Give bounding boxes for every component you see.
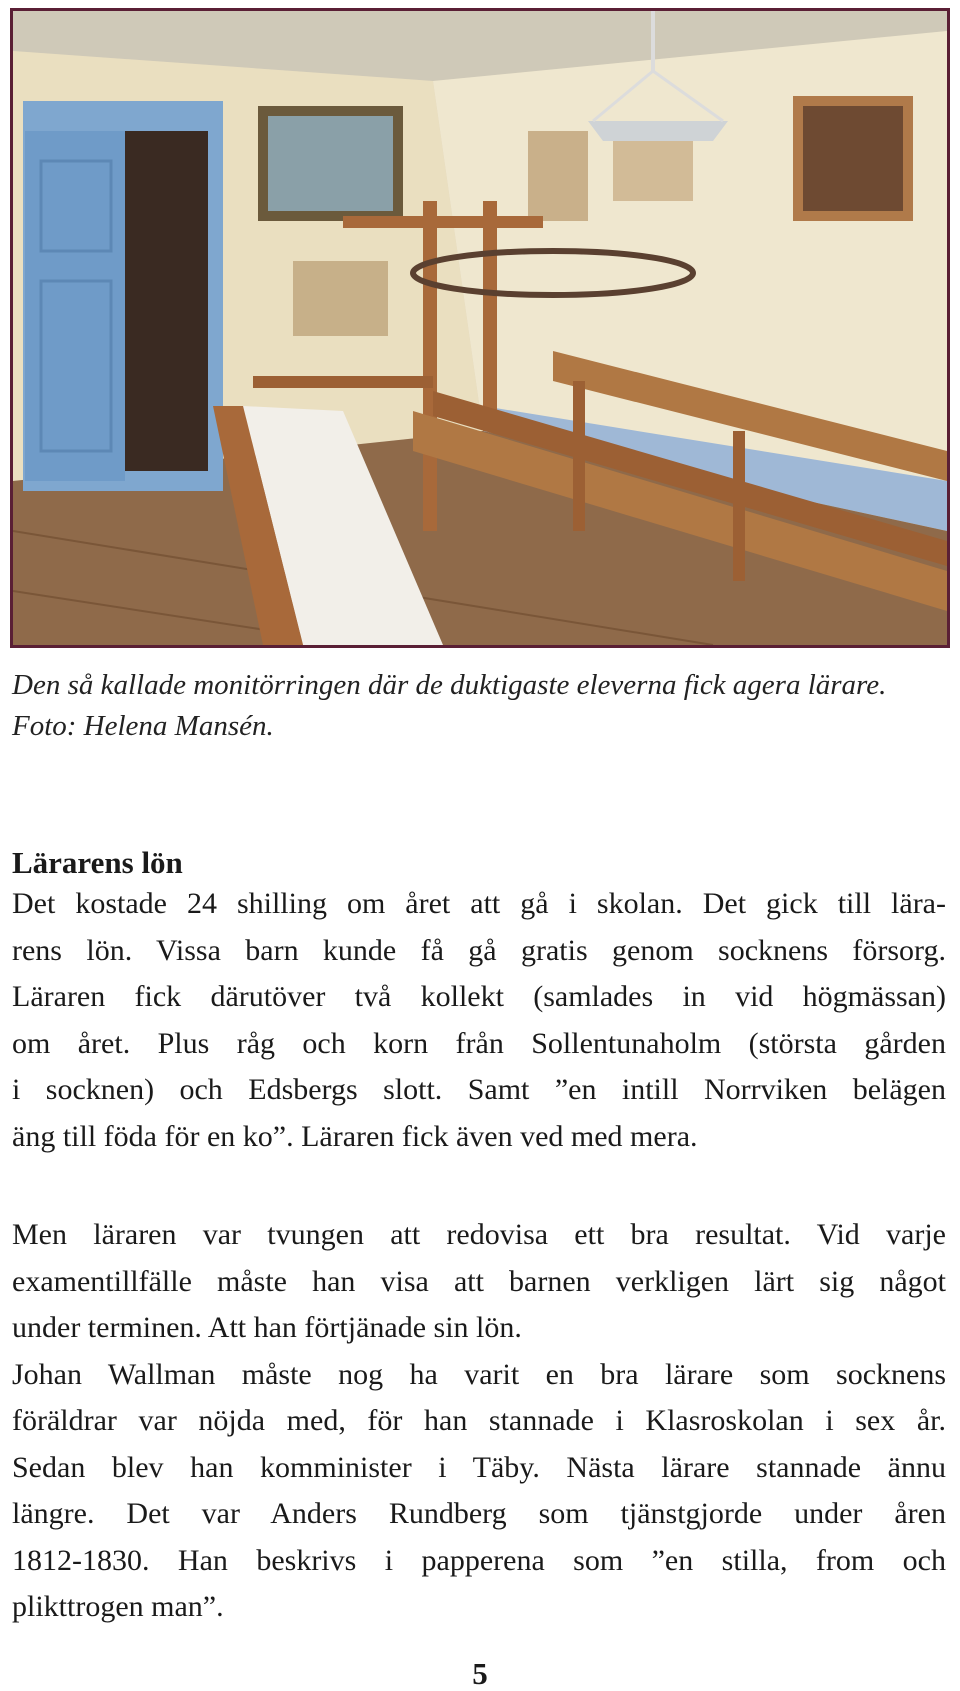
text-line: Sedan blev han komminister i Täby. Nästa lärare stannade ännu (12, 1450, 946, 1484)
text-line: om året. Plus råg och korn från Sollentunaholm (största gården (12, 1026, 946, 1060)
text-line: Läraren fick därutöver två kollekt (samlades in vid högmässan) (12, 980, 946, 1013)
text-line: under terminen. Att han förtjänade sin lön. (12, 1311, 522, 1344)
text-line: Det kostade 24 shilling om året att gå i skolan. Det gick till lära- (12, 887, 946, 920)
text-line: plikttrogen man”. (12, 1590, 224, 1623)
page-number: 5 (472, 1656, 488, 1691)
text-line: rens lön. Vissa barn kunde få gå gratis genom socknens försorg. (12, 933, 946, 967)
classroom-photo (10, 8, 950, 648)
classroom-photo-illustration (13, 11, 947, 645)
text-line: Men läraren var tvungen att redovisa ett bra resultat. Vid varje (12, 1218, 946, 1251)
text-line: föräldrar var nöjda med, för han stannade i Klasroskolan i sex år. (12, 1404, 946, 1437)
photo-caption (12, 665, 952, 747)
text-line: i socknen) och Edsbergs slott. Samt ”en intill Norrviken belägen (12, 1073, 946, 1106)
text-line: examentillfälle måste han visa att barnen verkligen lärt sig något (12, 1264, 946, 1298)
section-heading: Lärarens lön (12, 845, 183, 880)
text-line: Johan Wallman måste nog ha varit en bra lärare som socknens (12, 1357, 946, 1391)
paragraph-1 (12, 881, 946, 1160)
text-line: längre. Det var Anders Rundberg som tjänstgjorde under åren (12, 1497, 946, 1530)
text-line: äng till föda för en ko”. Läraren fick även ved med mera. (12, 1119, 698, 1153)
caption-line: Foto: Helena Mansén. (12, 710, 274, 742)
paragraph-2 (12, 1212, 946, 1631)
text-line: 1812-1830. Han beskrivs i papperena som ”en stilla, from och (12, 1543, 946, 1577)
caption-line: Den så kallade monitörringen där de duktigaste eleverna fick agera lärare. (12, 669, 887, 701)
